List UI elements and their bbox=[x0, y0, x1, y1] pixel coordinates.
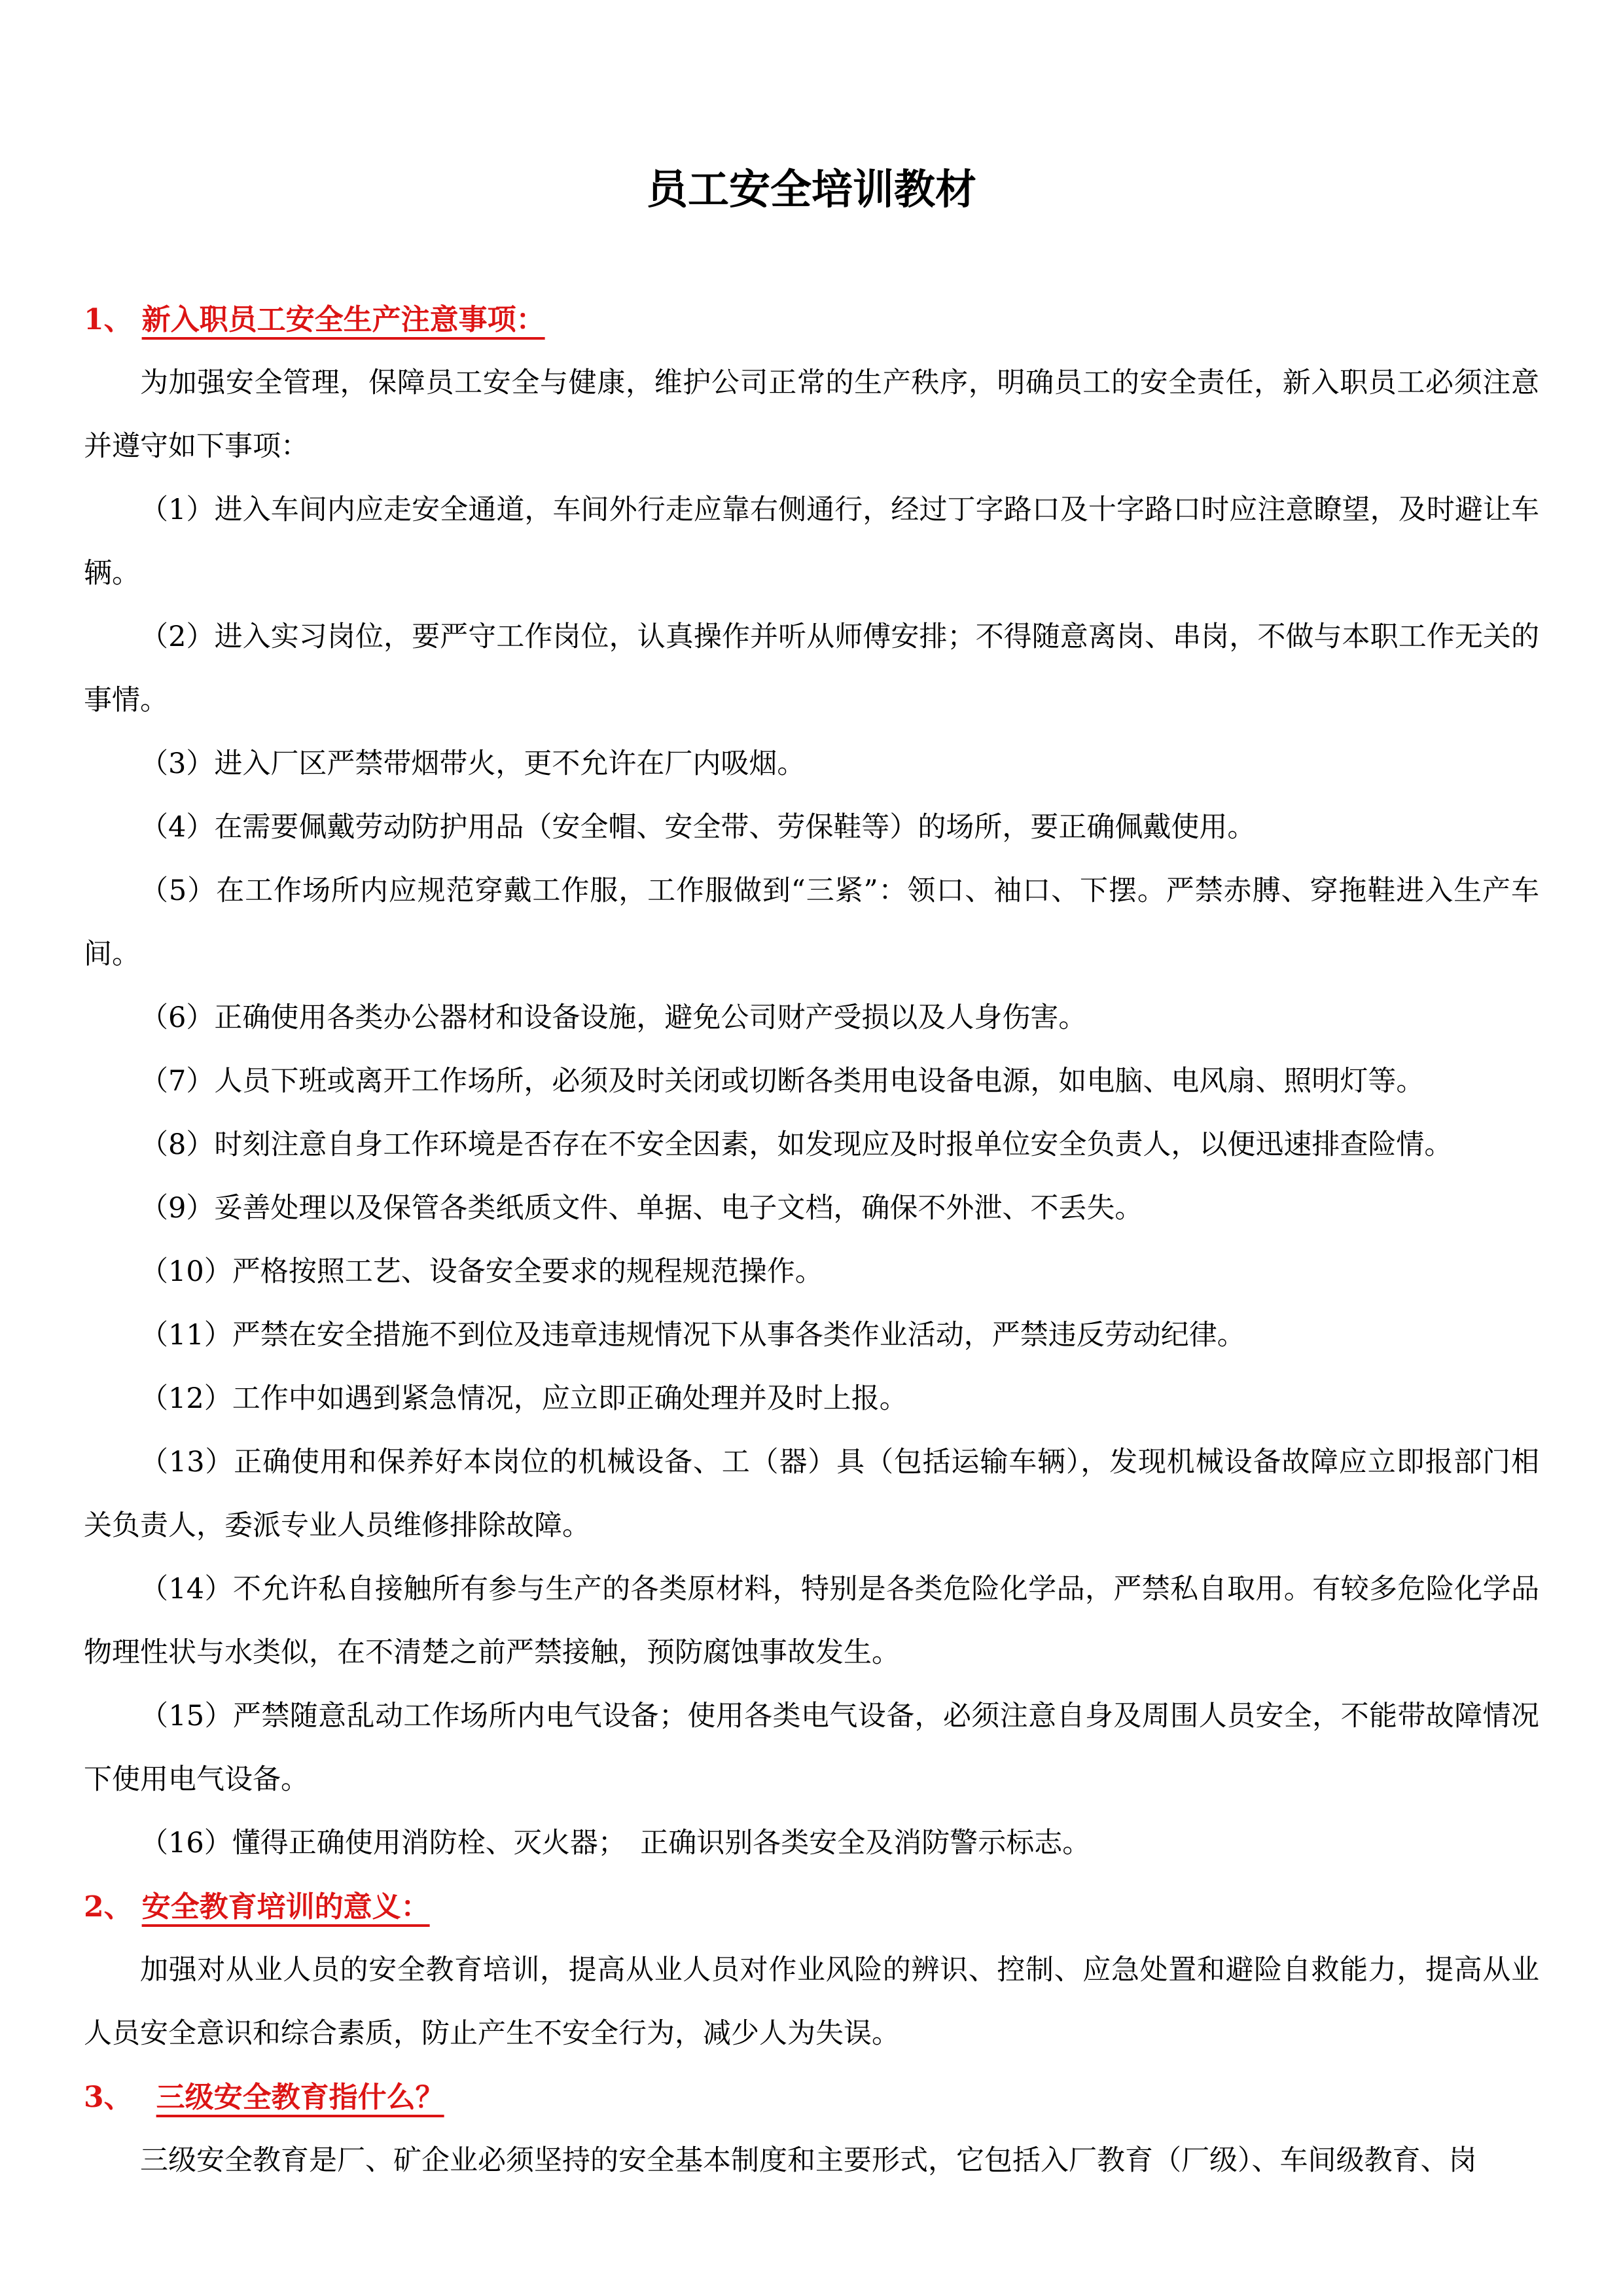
paragraph: （11）严禁在安全措施不到位及违章违规情况下从事各类作业活动，严禁违反劳动纪律。 bbox=[140, 1319, 1245, 1352]
paragraph: （12）工作中如遇到紧急情况，应立即正确处理并及时上报。 bbox=[140, 1382, 908, 1415]
section-number: 1、 bbox=[84, 303, 133, 336]
paragraph: （16）懂得正确使用消防栓、灭火器； 正确识别各类安全及消防警示标志。 bbox=[140, 1827, 1091, 1859]
paragraph: （2）进入实习岗位，要严守工作岗位，认真操作并听从师傅安排；不得随意离岗、串岗，不做与本职工作无关的事情。 bbox=[84, 620, 1539, 717]
paragraph: 加强对从业人员的安全教育培训，提高从业人员对作业风险的辨识、控制、应急处置和避险自救能力，提高从业人员安全意识和综合素质，防止产生不安全行为，减少人为失误。 bbox=[84, 1954, 1539, 2050]
section-heading bbox=[84, 2066, 1539, 2129]
document-body bbox=[84, 288, 1539, 2193]
section bbox=[84, 2066, 1539, 2193]
paragraph: （5）在工作场所内应规范穿戴工作服，工作服做到“三紧”：领口、袖口、下摆。严禁赤膊、穿拖鞋进入生产车间。 bbox=[84, 874, 1539, 971]
paragraph: （14）不允许私自接触所有参与生产的各类原材料，特别是各类危险化学品，严禁私自取用。有较多危险化学品物理性状与水类似，在不清楚之前严禁接触，预防腐蚀事故发生。 bbox=[84, 1573, 1539, 1669]
paragraph: （8）时刻注意自身工作环境是否存在不安全因素，如发现应及时报单位安全负责人，以便迅速排查险情。 bbox=[140, 1128, 1453, 1161]
paragraph: （10）严格按照工艺、设备安全要求的规程规范操作。 bbox=[140, 1255, 823, 1288]
section-title: 新入职员工安全生产注意事项： bbox=[141, 303, 545, 336]
paragraph: （6）正确使用各类办公器材和设备设施，避免公司财产受损以及人身伤害。 bbox=[140, 1001, 1087, 1034]
page-title: 员工安全培训教材 bbox=[647, 166, 976, 213]
paragraph: （9）妥善处理以及保管各类纸质文件、单据、电子文档，确保不外泄、不丢失。 bbox=[140, 1192, 1143, 1225]
paragraph: 为加强安全管理，保障员工安全与健康，维护公司正常的生产秩序，明确员工的安全责任，新入职员工必须注意并遵守如下事项： bbox=[84, 367, 1539, 463]
section-title: 三级安全教育指什么？ bbox=[156, 2081, 444, 2114]
section bbox=[84, 1875, 1539, 2066]
paragraph: （7）人员下班或离开工作场所，必须及时关闭或切断各类用电设备电源，如电脑、电风扇、照明灯等。 bbox=[140, 1065, 1425, 1098]
paragraph: 三级安全教育是厂、矿企业必须坚持的安全基本制度和主要形式，它包括入厂教育（厂级）、车间级教育、岗 bbox=[140, 2144, 1477, 2177]
section bbox=[84, 288, 1539, 1875]
paragraph: （3）进入厂区严禁带烟带火，更不允许在厂内吸烟。 bbox=[140, 747, 806, 780]
section-number: 3、 bbox=[84, 2081, 147, 2114]
paragraph: （1）进入车间内应走安全通道，车间外行走应靠右侧通行，经过丁字路口及十字路口时应注意瞭望，及时避让车辆。 bbox=[84, 493, 1539, 590]
paragraph: （4）在需要佩戴劳动防护用品（安全帽、安全带、劳保鞋等）的场所，要正确佩戴使用。 bbox=[140, 811, 1256, 844]
paragraph: （13）正确使用和保养好本岗位的机械设备、工（器）具（包括运输车辆），发现机械设备故障应立即报部门相关负责人，委派专业人员维修排除故障。 bbox=[84, 1446, 1539, 1542]
section-heading bbox=[84, 1875, 1539, 1939]
section-heading bbox=[84, 288, 1539, 351]
section-title: 安全教育培训的意义： bbox=[141, 1890, 430, 1924]
section-number: 2、 bbox=[84, 1890, 133, 1924]
paragraph: （15）严禁随意乱动工作场所内电气设备；使用各类电气设备，必须注意自身及周围人员安全，不能带故障情况下使用电气设备。 bbox=[84, 1700, 1539, 1796]
